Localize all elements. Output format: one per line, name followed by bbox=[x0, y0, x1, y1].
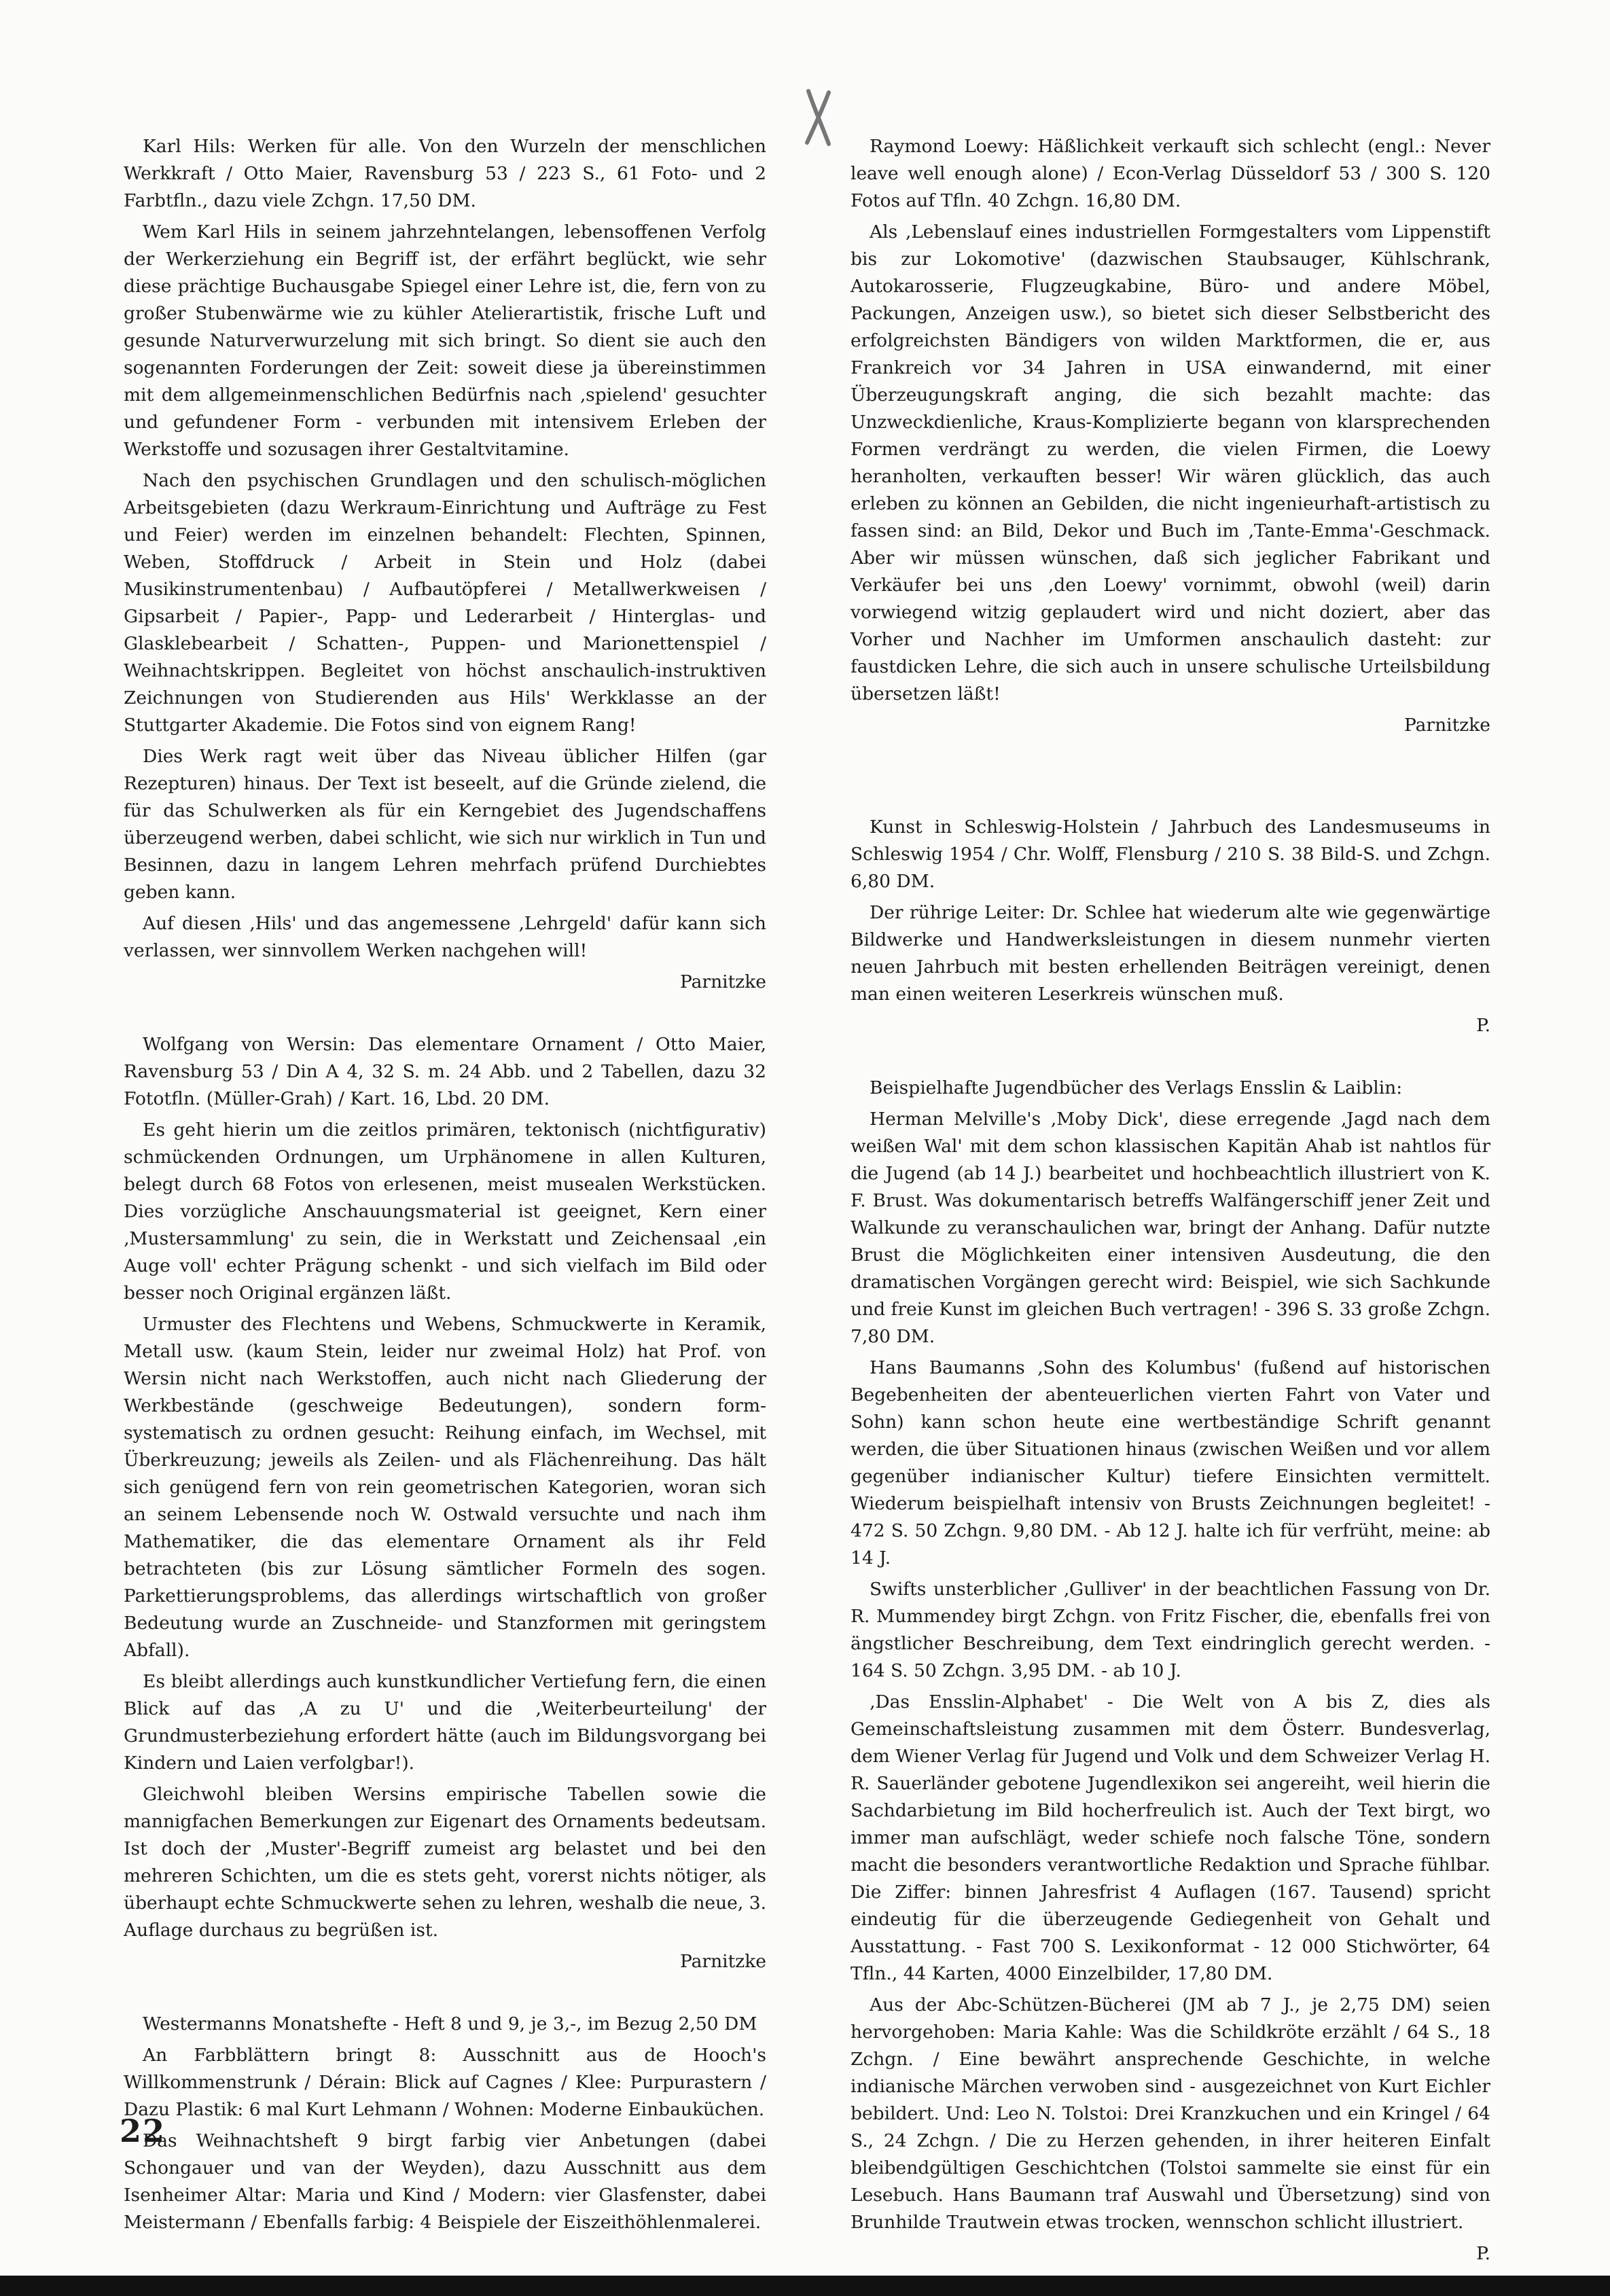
reviewer-signature: Parnitzke bbox=[1403, 715, 1490, 736]
right-column bbox=[851, 133, 1490, 2272]
review-paragraph: Wem Karl Hils in seinem jahrzehntelangen, lebensoffenen Verfolg der Werkerziehung ein Begriff ist, der erfährt beglückt, wie sehr diese prächtige Buchausgabe Spiegel einer Lehre ist, die, fern von zu großer Stubenwärme wie zu kühler Atelierartistik, frische Luft und gesunde Naturverwurzelung mit sich bringt. So dient sie auch den sogenannten Forderungen der Zeit: soweit diese ja übereinstimmen mit dem allgemeinmenschlichen Bedürfnis nach ‚spielend' gesuchter und gefundener Form - verbunden mit intensivem Erleben der Werkstoffe und sozusagen ihrer Gestaltvitamine. bbox=[124, 221, 766, 460]
reviewer-signature: P. bbox=[1476, 1015, 1490, 1036]
reviewer-signature: Parnitzke bbox=[679, 1951, 766, 1972]
review-heading: Raymond Loewy: Häßlichkeit verkauft sich schlecht (engl.: Never leave well enough alone) / Econ-Verlag Düsseldorf 53 / 300 S. 120 Fotos auf Tfln. 40 Zchgn. 16,80 DM. bbox=[851, 136, 1490, 211]
review-wersin bbox=[124, 1031, 766, 1975]
review-paragraph: Es bleibt allerdings auch kunstkundlicher Vertiefung fern, die einen Blick auf das ‚A zu U' und die ‚Weiterbeurteilung' der Grundmusterbeziehung erfordert hätte (auch im Bildungsvorgang bei Kindern und Laien verfolgbar!). bbox=[124, 1671, 766, 1774]
review-paragraph: Aus der Abc-Schützen-Bücherei (JM ab 7 J., je 2,75 DM) seien hervorgehoben: Maria Kahle: Was die Schildkröte erzählt / 64 S., 18 Zchgn. / Eine bewährt ansprechende Geschichte, in welche indianische Märchen verwoben sind - ausgezeichnet von Kurt Eichler bebildert. Und: Leo N. Tolstoi: Drei Kranzkuchen und ein Kringel / 64 S., 24 Zchgn. / Die zu Herzen gehenden, in ihrer heiteren Einfalt bleibendgültigen Geschichtchen (Tolstoi sammelte sie einst für ein Lesebuch. Hans Baumann traf Auswahl und Übersetzung) sind von Brunhilde Trautwein etwas trocken, wennschon schlicht illustriert. bbox=[851, 1994, 1490, 2233]
review-heading: Beispielhafte Jugendbücher des Verlags Ensslin & Laiblin: bbox=[870, 1077, 1403, 1098]
review-jugendbuecher bbox=[851, 1075, 1490, 2267]
scan-edge bbox=[0, 2276, 1610, 2296]
review-paragraph: Herman Melville's ‚Moby Dick', diese erregende ‚Jagd nach dem weißen Wal' mit dem schon klassischen Kapitän Ahab ist nahtlos für die Jugend (ab 14 J.) bearbeitet und hochbeachtlich illustriert von K. F. Brust. Was dokumentarisch betreffs Walfängerschiff jener Zeit und Walkunde zu veranschaulichen war, bringt der Anhang. Dafür nutzte Brust die Möglichkeiten einer intensiven Ausdeutung, die den dramatischen Vorgängen gerecht wird: Beispiel, wie sich Sachkunde und freie Kunst im gleichen Buch vertragen! - 396 S. 33 große Zchgn. 7,80 DM. bbox=[851, 1109, 1490, 1347]
review-paragraph: Gleichwohl bleiben Wersins empirische Tabellen sowie die mannigfachen Bemerkungen zur Eigenart des Ornaments bedeutsam. Ist doch der ‚Muster'-Begriff zumeist arg belastet und bei den mehreren Schichten, um die es stets geht, vorerst nichts nötiger, als überhaupt echte Schmuckwerte sehen zu lehren, weshalb die neue, 3. Auflage durchaus zu begrüßen ist. bbox=[124, 1784, 766, 1941]
review-paragraph: Das Weihnachtsheft 9 birgt farbig vier Anbetungen (dabei Schongauer und van der Weyden), dazu Ausschnitt aus dem Isenheimer Altar: Maria und Kind / Modern: vier Glasfenster, dabei Meistermann / Ebenfalls farbig: 4 Beispiele der Eiszeithöhlenmalerei. bbox=[124, 2130, 766, 2233]
review-paragraph: Swifts unsterblicher ‚Gulliver' in der beachtlichen Fassung von Dr. R. Mummendey birgt Zchgn. von Fritz Fischer, die, ebenfalls frei von ängstlicher Beschreibung, dem Text eindringlich gerecht werden. - 164 S. 50 Zchgn. 3,95 DM. - ab 10 J. bbox=[851, 1579, 1490, 1681]
review-heading: Westermanns Monatshefte - Heft 8 und 9, je 3,-, im Bezug 2,50 DM bbox=[143, 2013, 757, 2034]
review-paragraph: Dies Werk ragt weit über das Niveau üblicher Hilfen (gar Rezepturen) hinaus. Der Text ist beseelt, auf die Gründe zielend, die für das Schulwerken als für ein Kerngebiet des Jugendschaffens überzeugend werben, dabei schlicht, wie sich nur wirklich in Tun und Besinnen, dazu in langem Lehren mehrfach prüfend Durchiebtes geben kann. bbox=[124, 746, 766, 903]
reviewer-signature: P. bbox=[1476, 2243, 1490, 2264]
review-heading: Kunst in Schleswig-Holstein / Jahrbuch des Landesmuseums in Schleswig 1954 / Chr. Wolff, Flensburg / 210 S. 38 Bild-S. und Zchgn. 6,80 DM. bbox=[851, 817, 1490, 892]
review-hils bbox=[124, 133, 766, 996]
review-paragraph: Auf diesen ‚Hils' und das angemessene ‚Lehrgeld' dafür kann sich verlassen, wer sinnvollem Werken nachgehen will! bbox=[124, 913, 766, 961]
review-heading: Karl Hils: Werken für alle. Von den Wurzeln der menschlichen Werkkraft / Otto Maier, Ravensburg 53 / 223 S., 61 Foto- und 2 Farbtfln., dazu viele Zchgn. 17,50 DM. bbox=[124, 136, 766, 211]
review-paragraph: Nach den psychischen Grundlagen und den schulisch-möglichen Arbeitsgebieten (dazu Werkraum-Einrichtung und Aufträge zu Fest und Feier) werden im einzelnen behandelt: Flechten, Spinnen, Weben, Stoffdruck / Arbeit in Stein und Holz (dabei Musikinstrumentenbau) / Aufbautöpferei / Metallwerkweisen / Gipsarbeit / Papier-, Papp- und Lederarbeit / Hinterglas- und Glasklebearbeit / Schatten-, Puppen- und Marionettenspiel / Weihnachtskrippen. Begleitet von höchst anschaulich-instruktiven Zeichnungen von Studierenden aus Hils' Werkklasse an der Stuttgarter Akademie. Die Fotos sind von eignem Rang! bbox=[124, 470, 766, 736]
review-paragraph: Als ‚Lebenslauf eines industriellen Formgestalters vom Lippenstift bis zur Lokomotive' (dazwischen Staubsauger, Kühlschrank, Autokarosserie, Flugzeugkabine, Büro- und andere Möbel, Packungen, Anzeigen usw.), so bietet sich dieser Selbstbericht des erfolgreichsten Bändigers von wilden Marktformen, die er, aus Frankreich vor 34 Jahren in USA einwandernd, mit einer Überzeugungskraft anging, die sich bezahlt machte: das Unzweckdienliche, Kraus-Komplizierte begann von klarsprechenden Formen verdrängt zu werden, die vielen Firmen, die Loewy heranholten, verkauften besser! Wir wären glücklich, das auch erleben zu können an Gebilden, die nicht ingenieurhaft-artistisch zu fassen sind: an Bild, Dekor und Buch im ‚Tante-Emma'-Geschmack. Aber wir müssen wünschen, daß sich jeglicher Fabrikant und Verkäufer bei uns ‚den Loewy' vornimmt, obwohl (weil) darin vorwiegend witzig geplaudert wird und nicht doziert, aber das Vorher und Nachher im Umformen anschaulich dasteht: zur faustdicken Lehre, die sich auch in unsere schulische Urteilsbildung übersetzen läßt! bbox=[851, 221, 1490, 704]
review-loewy bbox=[851, 133, 1490, 739]
review-paragraph: Der rührige Leiter: Dr. Schlee hat wiederum alte wie gegenwärtige Bildwerke und Handwerksleistungen in diesem nunmehr vierten neuen Jahrbuch mit besten erhellenden Beiträgen vereinigt, denen man einen weiteren Leserkreis wünschen muß. bbox=[851, 902, 1490, 1005]
review-paragraph: Urmuster des Flechtens und Webens, Schmuckwerte in Keramik, Metall usw. (kaum Stein, leider nur zweimal Holz) hat Prof. von Wersin nicht nach Werkstoffen, auch nicht nach Gliederung der Werkbestände (geschweige Bedeutungen), sondern form-systematisch zu ordnen gesucht: Reihung einfach, im Wechsel, mit Überkreuzung; jeweils als Zeilen- und als Flächenreihung. Das hält sich genügend fern von rein geometrischen Kategorien, woran sich an seinem Lebensende noch W. Ostwald versuchte und nach ihm Mathematiker, die das elementare Ornament als ihr Feld betrachteten (bis zur Lösung sämtlicher Formeln des sogen. Parkettierungsproblems, das allerdings wirtschaftlich von großer Bedeutung wurde an Zuschneide- und Stanzformen mit geringstem Abfall). bbox=[124, 1314, 766, 1661]
review-paragraph: Es geht hierin um die zeitlos primären, tektonisch (nichtfigurativ) schmückenden Ordnungen, um Urphänomene in allen Kulturen, belegt durch 68 Fotos von erlesenen, meist musealen Werkstücken. Dies vorzügliche Anschauungsmaterial ist geeignet, Kern einer ‚Mustersammlung' zu sein, die in Werkstatt und Zeichensaal ‚ein Auge voll' echter Prägung schenkt - und sich vielfach im Bild oder besser noch Original ergänzen läßt. bbox=[124, 1119, 766, 1304]
review-kunst-schleswig-holstein bbox=[851, 814, 1490, 1039]
review-westermann bbox=[124, 2011, 766, 2236]
page-number: 22 bbox=[120, 2113, 166, 2149]
review-paragraph: Hans Baumanns ‚Sohn des Kolumbus' (fußend auf historischen Begebenheiten der abenteuerlichen vierten Fahrt von Vater und Sohn) kann schon heute eine wertbeständige Schrift genannt werden, die über Situationen hinaus (zwischen Weißen und vor allem gegenüber indianischer Kultur) tiefere Einsichten vermittelt. Wiederum beispielhaft intensiv von Brusts Zeichnungen begleitet! - 472 S. 50 Zchgn. 9,80 DM. - Ab 12 J. halte ich für verfrüht, meine: ab 14 J. bbox=[851, 1357, 1490, 1568]
handwritten-x-mark bbox=[802, 87, 834, 147]
review-heading: Wolfgang von Wersin: Das elementare Ornament / Otto Maier, Ravensburg 53 / Din A 4, 32 S. m. 24 Abb. und 2 Tabellen, dazu 32 Fototfln. (Müller-Grah) / Kart. 16, Lbd. 20 DM. bbox=[124, 1034, 766, 1109]
left-column bbox=[124, 133, 766, 2240]
review-paragraph: ‚Das Ensslin-Alphabet' - Die Welt von A bis Z, dies als Gemeinschaftsleistung zusammen mit dem Österr. Bundesverlag, dem Wiener Verlag für Jugend und Volk und dem Schweizer Verlag H. R. Sauerländer gebotene Jugendlexikon sei angereiht, weil hierin die Sachdarbietung im Bild hocherfreulich ist. Auch der Text birgt, wo immer man aufschlägt, weder schiefe noch falsche Töne, sondern macht die besonders verantwortliche Redaktion und Sprache fühlbar. Die Ziffer: binnen Jahresfrist 4 Auflagen (167. Tausend) spricht eindeutig für die überzeugende Gediegenheit von Gehalt und Ausstattung. - Fast 700 S. Lexikonformat - 12 000 Stichwörter, 64 Tfln., 44 Karten, 4000 Einzelbilder, 17,80 DM. bbox=[851, 1691, 1490, 1984]
reviewer-signature: Parnitzke bbox=[679, 971, 766, 992]
review-paragraph: An Farbblättern bringt 8: Ausschnitt aus de Hooch's Willkommenstrunk / Dérain: Blick auf Cagnes / Klee: Purpurastern / Dazu Plastik: 6 mal Kurt Lehmann / Wohnen: Moderne Einbauküchen. bbox=[124, 2045, 766, 2120]
